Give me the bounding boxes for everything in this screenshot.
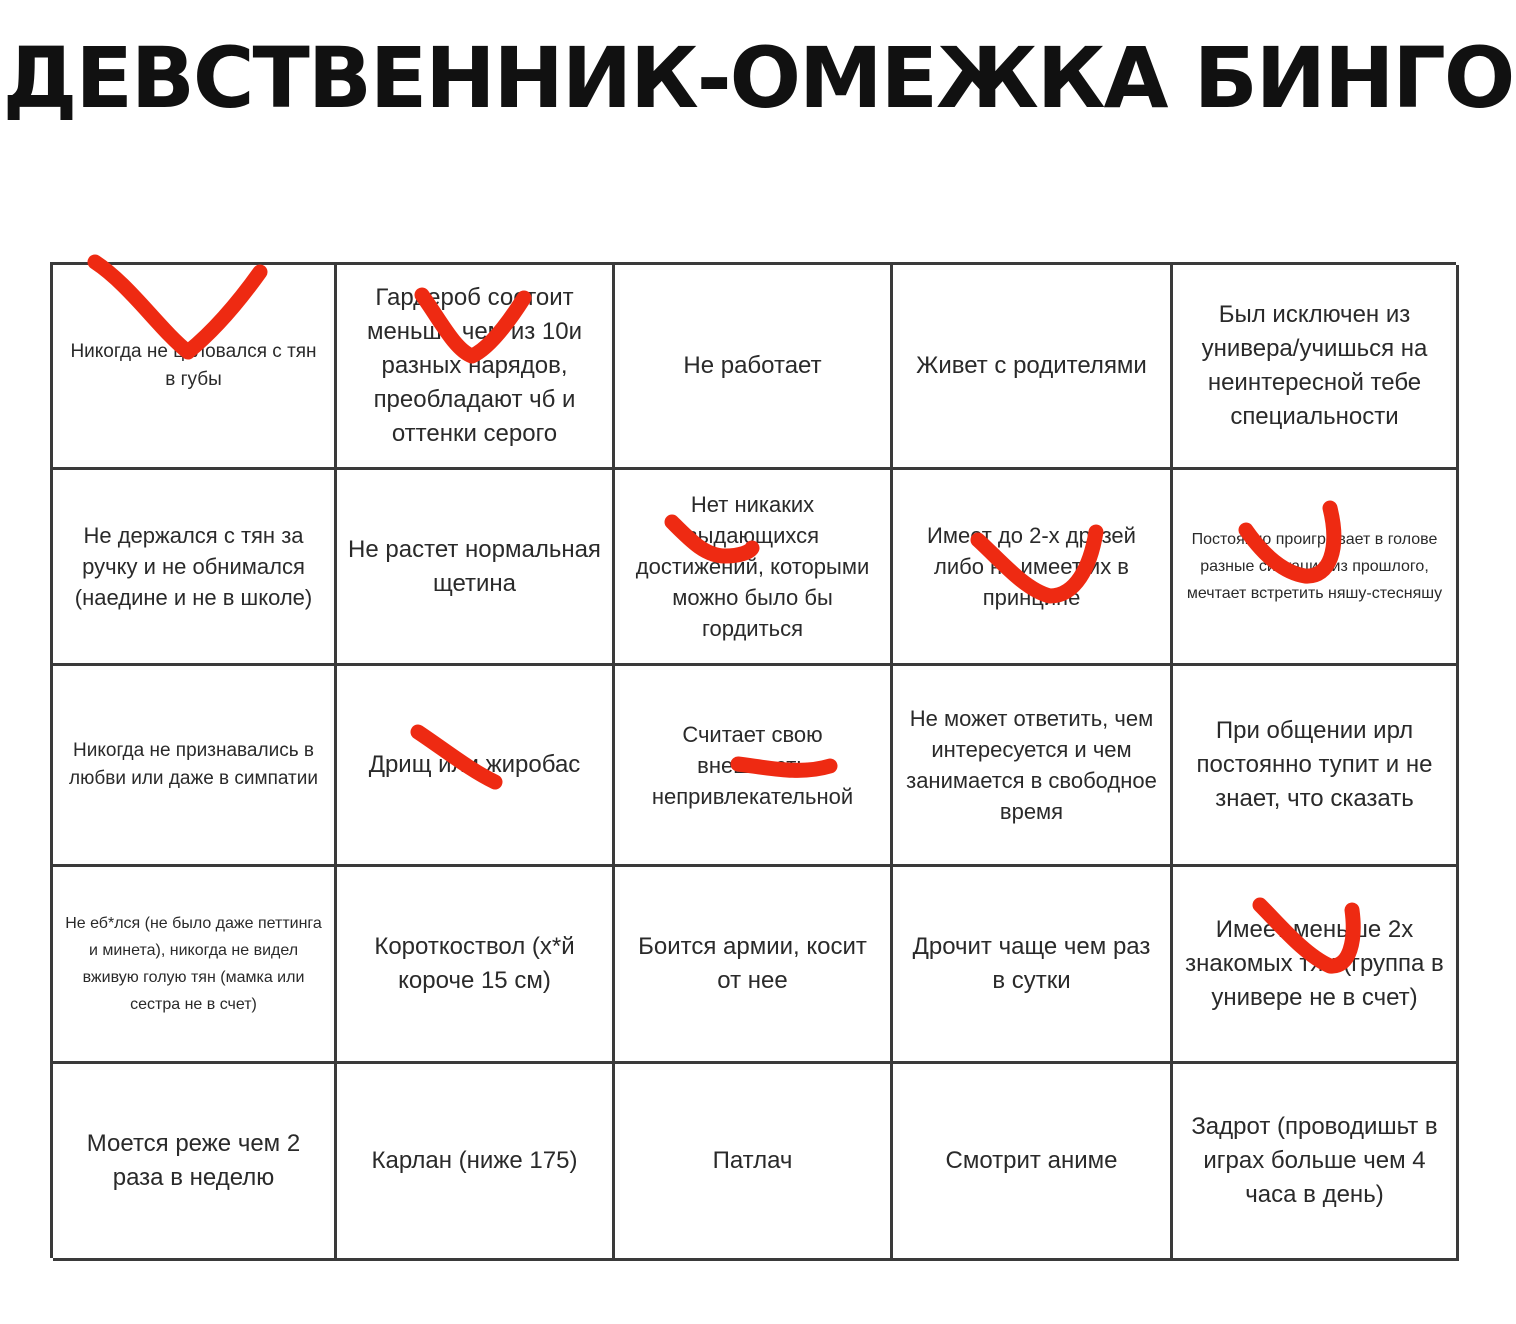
bingo-cell-text: Имеет до 2-х друзей либо не имеет их в принципе [927, 523, 1136, 610]
bingo-cell-text: Никогда не целовался с тян в губы [70, 341, 317, 390]
bingo-cell-text: Считает свою внешность непривлекательной [651, 721, 854, 809]
bingo-cell[interactable] [1173, 666, 1459, 867]
bingo-cell[interactable] [337, 867, 615, 1064]
bingo-cell-text: Дрищ или жиробас [368, 751, 581, 778]
bingo-cell[interactable] [1173, 867, 1459, 1064]
bingo-cell-text: Постоянно проигрывает в голове разные ситуации из прошлого, мечтает встретить няшу-стесняшу [1186, 531, 1443, 602]
bingo-cell[interactable] [53, 1064, 337, 1261]
bingo-cell[interactable] [1173, 265, 1459, 470]
bingo-cell[interactable] [53, 470, 337, 666]
bingo-cell[interactable] [337, 666, 615, 867]
bingo-cell[interactable] [893, 265, 1173, 470]
bingo-cell-text: Имеет меньше 2х знакомых тян (группа в универе не в счет) [1185, 916, 1444, 1011]
bingo-cell-text: Никогда не признавались в любви или даже в симпатии [69, 740, 318, 789]
bingo-cell-text: Не работает [683, 352, 822, 379]
bingo-cell[interactable] [893, 666, 1173, 867]
bingo-cell-text: Не держался с тян за ручку и не обнимался (наедине и не в школе) [74, 523, 313, 610]
bingo-cell[interactable] [615, 1064, 893, 1261]
bingo-cell-text: Патлач [712, 1147, 793, 1174]
bingo-cell-text: Дрочит чаще чем раз в сутки [912, 933, 1151, 994]
bingo-cell-text: Смотрит аниме [945, 1147, 1118, 1174]
bingo-cell-text: Моется реже чем 2 раза в неделю [86, 1130, 301, 1191]
bingo-cell-text: Был исключен из универа/учишься на неинтересной тебе специальности [1201, 301, 1428, 430]
bingo-cell[interactable] [893, 1064, 1173, 1261]
bingo-cell-text: Гардероб состоит меньше чем из 10и разных нарядов, преобладают чб и оттенки серого [366, 284, 583, 447]
bingo-cell[interactable] [53, 867, 337, 1064]
bingo-cell[interactable] [893, 470, 1173, 666]
bingo-cell[interactable] [1173, 1064, 1459, 1261]
bingo-cell[interactable] [337, 470, 615, 666]
bingo-cell[interactable] [1173, 470, 1459, 666]
bingo-cell[interactable] [893, 867, 1173, 1064]
bingo-cell-text: Боится армии, косит от нее [638, 933, 867, 994]
bingo-cell-text: Не может ответить, чем интересуется и чем занимается в свободное время [906, 706, 1157, 824]
bingo-cell[interactable] [615, 867, 893, 1064]
bingo-cell-text: Не растет нормальная щетина [348, 535, 601, 597]
page-title: ДЕВСТВЕННИК-ОМЕЖКА БИНГО [2, 29, 1514, 127]
bingo-board [50, 262, 1456, 1258]
bingo-cell[interactable] [337, 265, 615, 470]
bingo-cell-text: Живет с родителями [916, 352, 1147, 379]
bingo-cell[interactable] [53, 265, 337, 470]
bingo-cell[interactable] [615, 666, 893, 867]
bingo-cell[interactable] [615, 470, 893, 666]
bingo-cell[interactable] [615, 265, 893, 470]
bingo-cell-text: Короткоствол (х*й короче 15 см) [374, 933, 575, 994]
bingo-cell-text: Нет никаких выдающихся достижений, которыми можно было бы гордиться [635, 492, 870, 641]
bingo-cell-text: Задрот (проводишьт в играх больше чем 4 часа в день) [1191, 1113, 1438, 1208]
bingo-cell-text: Карлан (ниже 175) [371, 1147, 578, 1174]
bingo-cell[interactable] [53, 666, 337, 867]
bingo-cell-text: Не еб*лся (не было даже петтинга и минета), никогда не видел вживую голую тян (мамка или сестра не в счет) [65, 915, 322, 1013]
bingo-cell[interactable] [337, 1064, 615, 1261]
bingo-cell-text: При общении ирл постоянно тупит и не знает, что сказать [1196, 717, 1433, 812]
